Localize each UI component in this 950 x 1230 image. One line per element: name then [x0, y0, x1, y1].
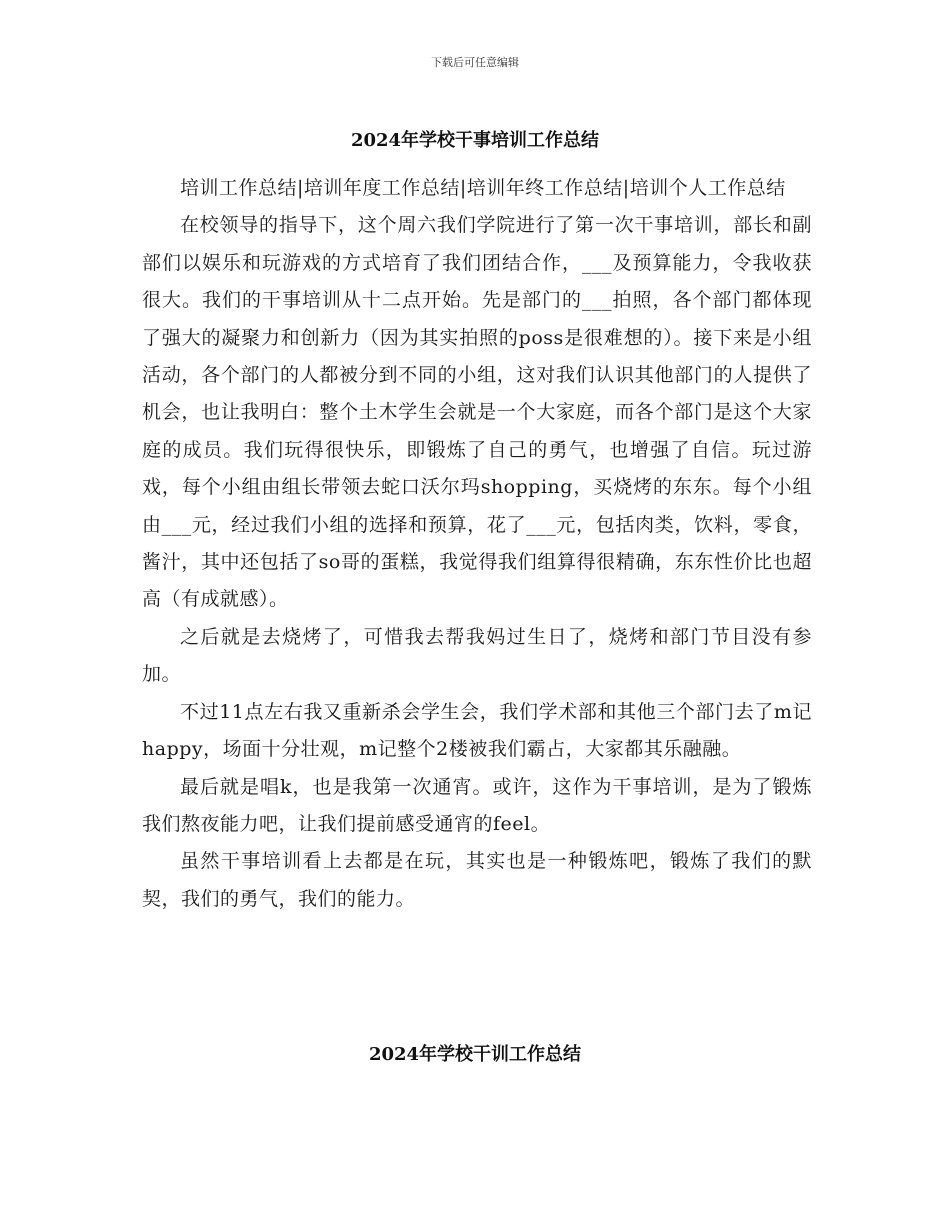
paragraph-bbq: 之后就是去烧烤了，可惜我去帮我妈过生日了，烧烤和部门节目没有参加。 — [142, 625, 812, 686]
header-note: 下载后可任意编辑 — [431, 56, 519, 69]
paragraph-training: 在校领导的指导下，这个周六我们学院进行了第一次干事培训，部长和副部们以娱乐和玩游戏的方式培育了我们团结合作，___及预算能力，令我收获很大。我们的干事培训从十二点开始。先是部门的___拍照，各个部门都体现了强大的凝聚力和创新力（因为其实拍照的poss是很难想的）。接下来是小组活动，各个部门的人都被分到不同的小组，这对我们认识其他部门的人提供了机会，也让我明白：整个土木学生会就是一个大家庭，而各个部门是这个大家庭的成员。我们玩得很快乐，即锻炼了自己的勇气，也增强了自信。玩过游戏，每个小组由组长带领去蛇口沃尔玛shopping，买烧烤的东东。每个小组由___元，经过我们小组的选择和预算，花了___元，包括肉类，饮料，零食，酱汁，其中还包括了so哥的蛋糕，我觉得我们组算得很精确，东东性价比也超高（有成就感）。 — [142, 214, 812, 611]
document-body — [142, 170, 812, 918]
paragraph-conclusion: 虽然干事培训看上去都是在玩，其实也是一种锻炼吧，锻炼了我们的默契，我们的勇气，我们的能力。 — [142, 850, 812, 910]
paragraph-karaoke: 最后就是唱k，也是我第一次通宵。或许，这作为干事培训，是为了锻炼我们熬夜能力吧，让我们提前感受通宵的feel。 — [142, 775, 812, 835]
paragraph-night: 不过11点左右我又重新杀会学生会，我们学术部和其他三个部门去了m记happy，场面十分壮观，m记整个2楼被我们霸占，大家都其乐融融。 — [142, 700, 812, 761]
document-title: 2024年学校干事培训工作总结 — [350, 130, 600, 151]
second-document-title: 2024年学校干训工作总结 — [368, 1044, 582, 1065]
paragraph-keywords: 培训工作总结|培训年度工作总结|培训年终工作总结|培训个人工作总结 — [180, 177, 786, 199]
